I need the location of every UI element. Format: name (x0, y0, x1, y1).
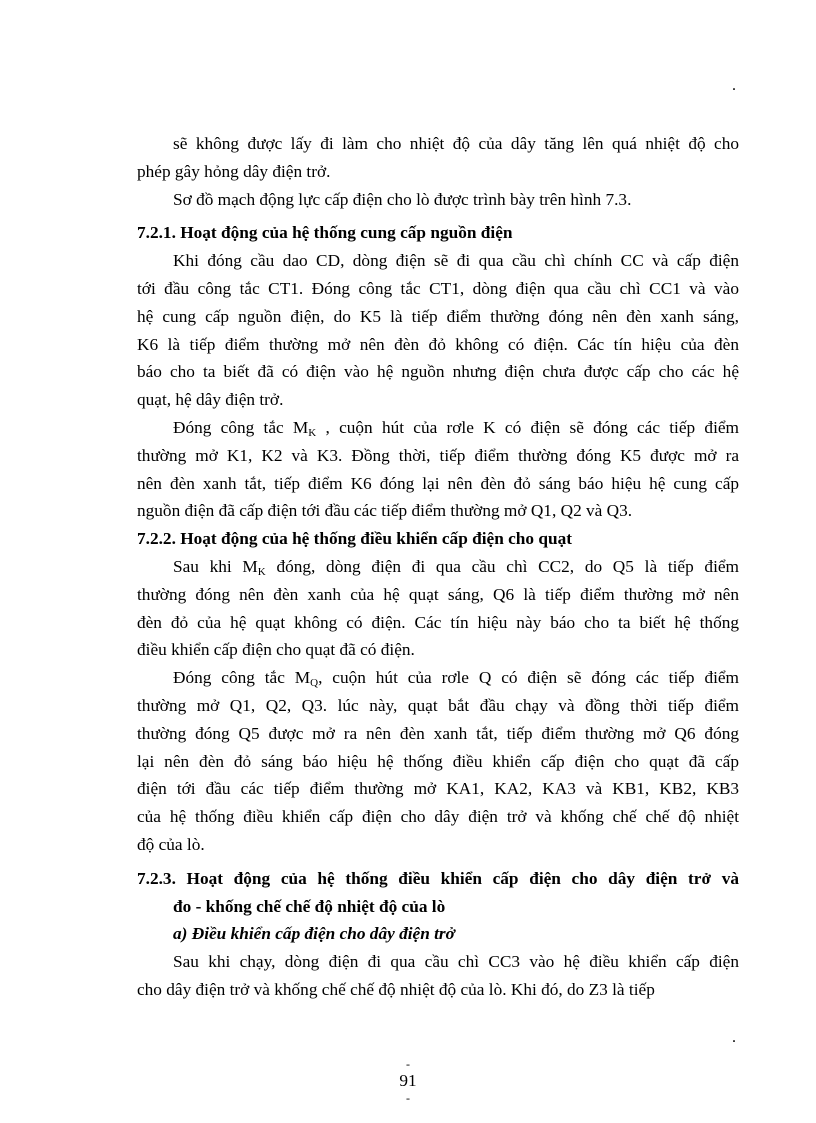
text-line: thường đóng Q5 được mở ra nên đèn xanh tắt, tiếp điểm thường mở Q6 đóng (137, 723, 739, 743)
text-line: thường đóng nên đèn xanh của hệ quạt sáng, Q6 là tiếp điểm thường mở nên (137, 584, 739, 604)
text-line: Sau khi $M_K$ đóng, dòng điện đi qua cầu chì CC2, do Q5 là tiếp điểm (173, 556, 739, 578)
text-line: báo cho ta biết đã có điện vào hệ nguồn nhưng điện chưa được cấp cho các hệ (137, 362, 739, 382)
text-line: điều khiển cấp điện cho quạt đã có điện. (137, 640, 415, 660)
page-number-dash-top: - (406, 1057, 410, 1071)
text-line: quạt, hệ dây điện trở. (137, 390, 284, 410)
text-line: tới đầu công tắc CT1. Đóng công tắc CT1, dòng điện qua cầu chì CC1 và vào (137, 278, 739, 298)
text-line: K6 là tiếp điểm thường mở nên đèn đỏ không có điện. Các tín hiệu của đèn (137, 334, 739, 354)
heading-line: đo - khống chế chế độ nhiệt độ của lò (173, 896, 446, 916)
text-line: đèn đỏ của hệ quạt không có điện. Các tín hiệu này báo cho ta biết hệ thống (137, 612, 739, 632)
text-line: thường mở Q1, Q2, Q3. lúc này, quạt bắt đầu chạy và đồng thời tiếp điểm (137, 695, 739, 715)
section-7-2-3-body (137, 948, 739, 1004)
text-line: lại nên đèn đỏ sáng báo hiệu hệ thống điều khiển cấp điện cho quạt đã cấp (137, 751, 739, 771)
section-heading-7-2-1: 7.2.1. Hoạt động của hệ thống cung cấp nguồn điện (137, 223, 513, 243)
text-line: sẽ không được lấy đi làm cho nhiệt độ của dây tăng lên quá nhiệt độ cho (173, 134, 739, 153)
heading-line: 7.2.3. Hoạt động của hệ thống điều khiển cấp điện cho dây điện trở và (137, 868, 739, 888)
page-content (137, 130, 739, 1004)
text-line: độ của lò. (137, 834, 205, 854)
text-line: nguồn điện đã cấp điện tới đầu các tiếp điểm thường mở Q1, Q2 và Q3. (137, 501, 633, 521)
section-heading-7-2-2: 7.2.2. Hoạt động của hệ thống điều khiển cấp điện cho quạt (137, 529, 573, 549)
subheading-a: a) Điều khiển cấp điện cho dây điện trở (173, 924, 455, 944)
text-line: của hệ thống điều khiển cấp điện cho dây điện trở và khống chế chế độ nhiệt (137, 807, 739, 827)
text-line: hệ cung cấp nguồn điện, do K5 là tiếp điểm thường đóng nên đèn xanh sáng, (137, 306, 739, 326)
text-line: Sau khi chạy, dòng điện đi qua cầu chì CC3 vào hệ điều khiển cấp điện (173, 952, 739, 972)
page-number-dash-bottom: - (406, 1091, 410, 1105)
text-line: thường mở K1, K2 và K3. Đồng thời, tiếp điểm thường đóng K5 được mở ra (137, 445, 739, 465)
text-line: cho dây điện trở và khống chế chế độ nhiệt độ của lò. Khi đó, do Z3 là tiếp (137, 979, 655, 999)
page-number: 91 (399, 1071, 417, 1090)
text-line: nên đèn xanh tắt, tiếp điểm K6 đóng lại nên đèn đỏ sáng báo hiệu hệ cung cấp (137, 473, 739, 493)
page-footer (0, 1058, 816, 1104)
section-heading-7-2-3 (137, 865, 739, 921)
top-right-dot: . (732, 77, 736, 94)
section-7-2-2-body (137, 553, 739, 859)
section-7-2-1-body (137, 247, 739, 525)
text-line: điện tới đầu các tiếp điểm thường mở KA1, KA2, KA3 và KB1, KB2, KB3 (137, 779, 739, 799)
text-line: Khi đóng cầu dao CD, dòng điện sẽ đi qua cầu chì chính CC và cấp điện (173, 251, 739, 271)
intro-paragraph (137, 130, 739, 213)
text-line: phép gây hỏng dây điện trở. (137, 161, 331, 181)
text-line: Đóng công tắc $M_K$ , cuộn hút của rơle K có điện sẽ đóng các tiếp điểm (173, 417, 739, 439)
bottom-right-dot: . (732, 1029, 736, 1046)
text-line: Đóng công tắc $M_Q$, cuộn hút của rơle Q có điện sẽ đóng các tiếp điểm (173, 668, 739, 690)
text-line: Sơ đồ mạch động lực cấp điện cho lò được trình bày trên hình 7.3. (173, 189, 632, 209)
